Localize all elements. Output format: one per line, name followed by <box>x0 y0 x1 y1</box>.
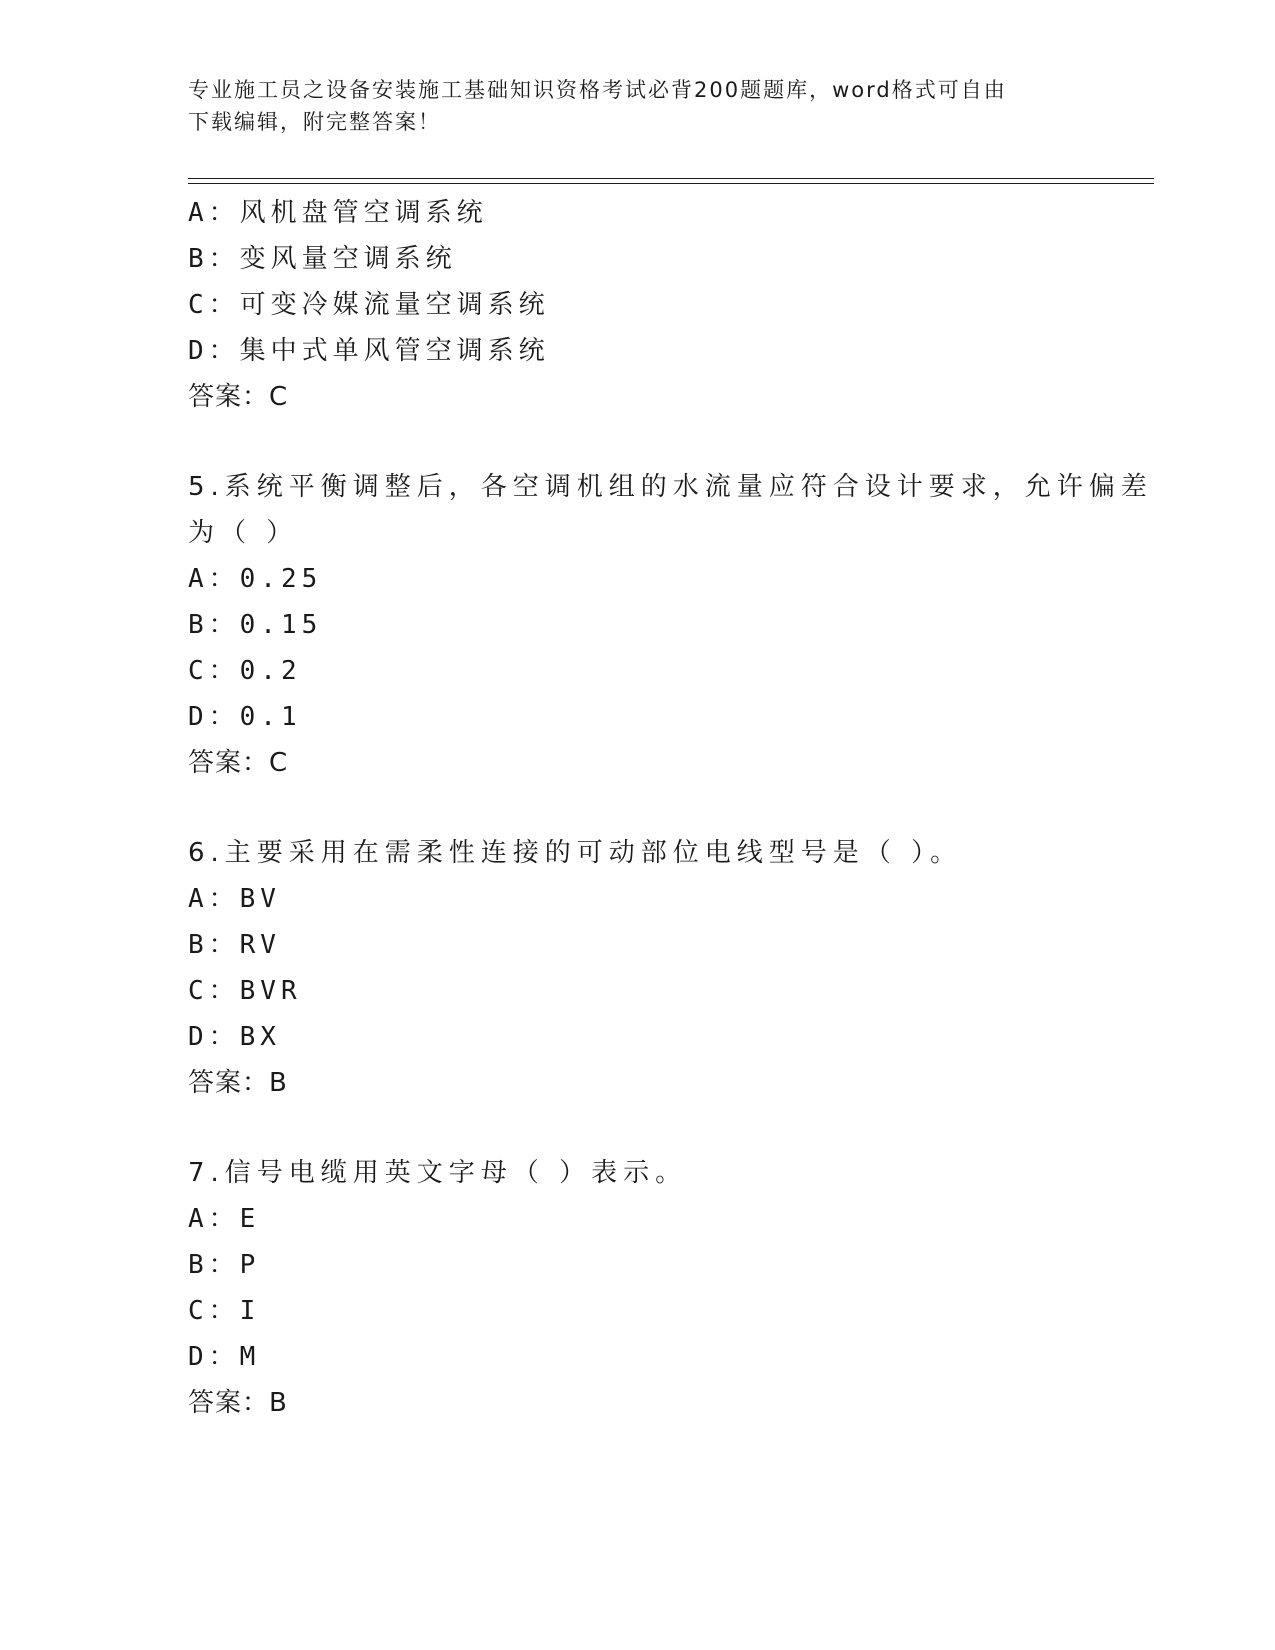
option-c: C：可变冷媒流量空调系统 <box>188 290 550 320</box>
question-7 <box>188 1150 1088 1426</box>
header-divider-top <box>188 178 1154 179</box>
option-c: C：0.2 <box>188 656 302 686</box>
option-b: B：RV <box>188 930 281 960</box>
question-stem: 7.信号电缆用英文字母（ ）表示。 <box>188 1158 688 1188</box>
document-header <box>188 74 1068 138</box>
option-d: D：集中式单风管空调系统 <box>188 336 550 366</box>
option-a: A：E <box>188 1204 261 1234</box>
option-a: A：风机盘管空调系统 <box>188 198 488 228</box>
option-d: D：BX <box>188 1022 281 1052</box>
answer: 答案：B <box>188 1388 288 1418</box>
option-d: D：M <box>188 1342 261 1372</box>
question-stem-continued: 为（ ） <box>188 518 299 548</box>
header-divider-bottom <box>188 183 1154 184</box>
header-line-2: 下载编辑，附完整答案！ <box>188 110 441 134</box>
option-b: B：0.15 <box>188 610 323 640</box>
option-d: D：0.1 <box>188 702 302 732</box>
question-list <box>188 190 1153 1426</box>
option-c: C：BVR <box>188 976 302 1006</box>
answer: 答案：C <box>188 382 289 412</box>
question-stem: 6.主要采用在需柔性连接的可动部位电线型号是（ ）。 <box>188 838 963 868</box>
option-b: B：P <box>188 1250 261 1280</box>
question-6 <box>188 830 1088 1106</box>
question-4 <box>188 190 1088 420</box>
question-5 <box>188 464 1153 786</box>
answer: 答案：C <box>188 748 289 778</box>
option-a: A：BV <box>188 884 281 914</box>
header-line-1: 专业施工员之设备安装施工基础知识资格考试必背200题题库，word格式可自由 <box>188 78 1007 102</box>
question-stem: 5.系统平衡调整后，各空调机组的水流量应符合设计要求，允许偏差 <box>188 472 1153 502</box>
option-b: B：变风量空调系统 <box>188 244 457 274</box>
option-a: A：0.25 <box>188 564 323 594</box>
answer: 答案：B <box>188 1068 288 1098</box>
option-c: C：I <box>188 1296 261 1326</box>
